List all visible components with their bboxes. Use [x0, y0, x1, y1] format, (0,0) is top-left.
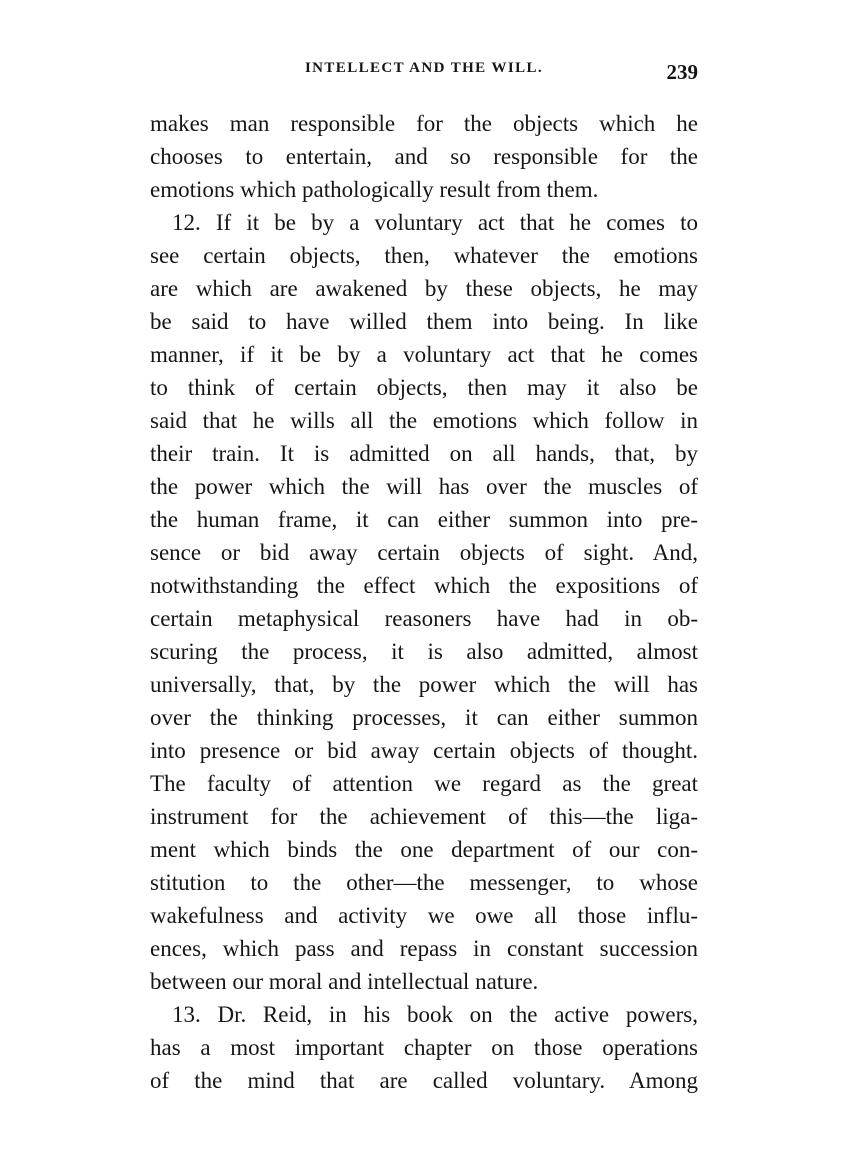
text-line: be said to have willed them into being. In like: [150, 309, 698, 334]
text-line: said that he wills all the emotions which follow in: [150, 408, 698, 433]
text-line: of the mind that are called voluntary. Among: [150, 1068, 698, 1093]
text-line: between our moral and intellectual nature.: [150, 969, 539, 994]
running-head: [150, 60, 698, 90]
text-line: scuring the process, it is also admitted, almost: [150, 639, 698, 664]
page-number: 239: [666, 60, 698, 84]
text-line: are which are awakened by these objects, he may: [150, 276, 698, 301]
text-line: to think of certain objects, then may it also be: [150, 375, 698, 400]
text-line: over the thinking processes, it can either summon: [150, 705, 698, 730]
text-line: wakefulness and activity we owe all those influ-: [150, 903, 698, 928]
text-line: 12. If it be by a voluntary act that he comes to: [172, 210, 698, 235]
text-line: the human frame, it can either summon into pre-: [150, 507, 698, 532]
text-line: has a most important chapter on those operations: [150, 1035, 698, 1060]
text-line: universally, that, by the power which the will has: [150, 672, 698, 697]
text-line: ment which binds the one department of our con-: [150, 837, 698, 862]
text-line: manner, if it be by a voluntary act that he comes: [150, 342, 698, 367]
text-line: the power which the will has over the muscles of: [150, 474, 698, 499]
text-line: instrument for the achievement of this—the liga-: [150, 804, 698, 829]
text-line: certain metaphysical reasoners have had in ob-: [150, 606, 698, 631]
text-line: 13. Dr. Reid, in his book on the active powers,: [172, 1002, 698, 1027]
text-line: notwithstanding the effect which the expositions of: [150, 573, 698, 598]
text-line: chooses to entertain, and so responsible for the: [150, 144, 698, 169]
text-line: into presence or bid away certain objects of thought.: [150, 738, 698, 763]
text-line: makes man responsible for the objects which he: [150, 111, 698, 136]
running-title: INTELLECT AND THE WILL.: [304, 60, 544, 76]
text-line: sence or bid away certain objects of sight. And,: [150, 540, 698, 565]
body-text: [150, 107, 698, 1097]
text-line: see certain objects, then, whatever the emotions: [150, 243, 698, 268]
text-line: ences, which pass and repass in constant succession: [150, 936, 698, 961]
text-line: emotions which pathologically result from them.: [150, 177, 599, 202]
text-line: The faculty of attention we regard as the great: [150, 771, 698, 796]
text-line: stitution to the other—the messenger, to whose: [150, 870, 698, 895]
text-line: their train. It is admitted on all hands, that, by: [150, 441, 698, 466]
